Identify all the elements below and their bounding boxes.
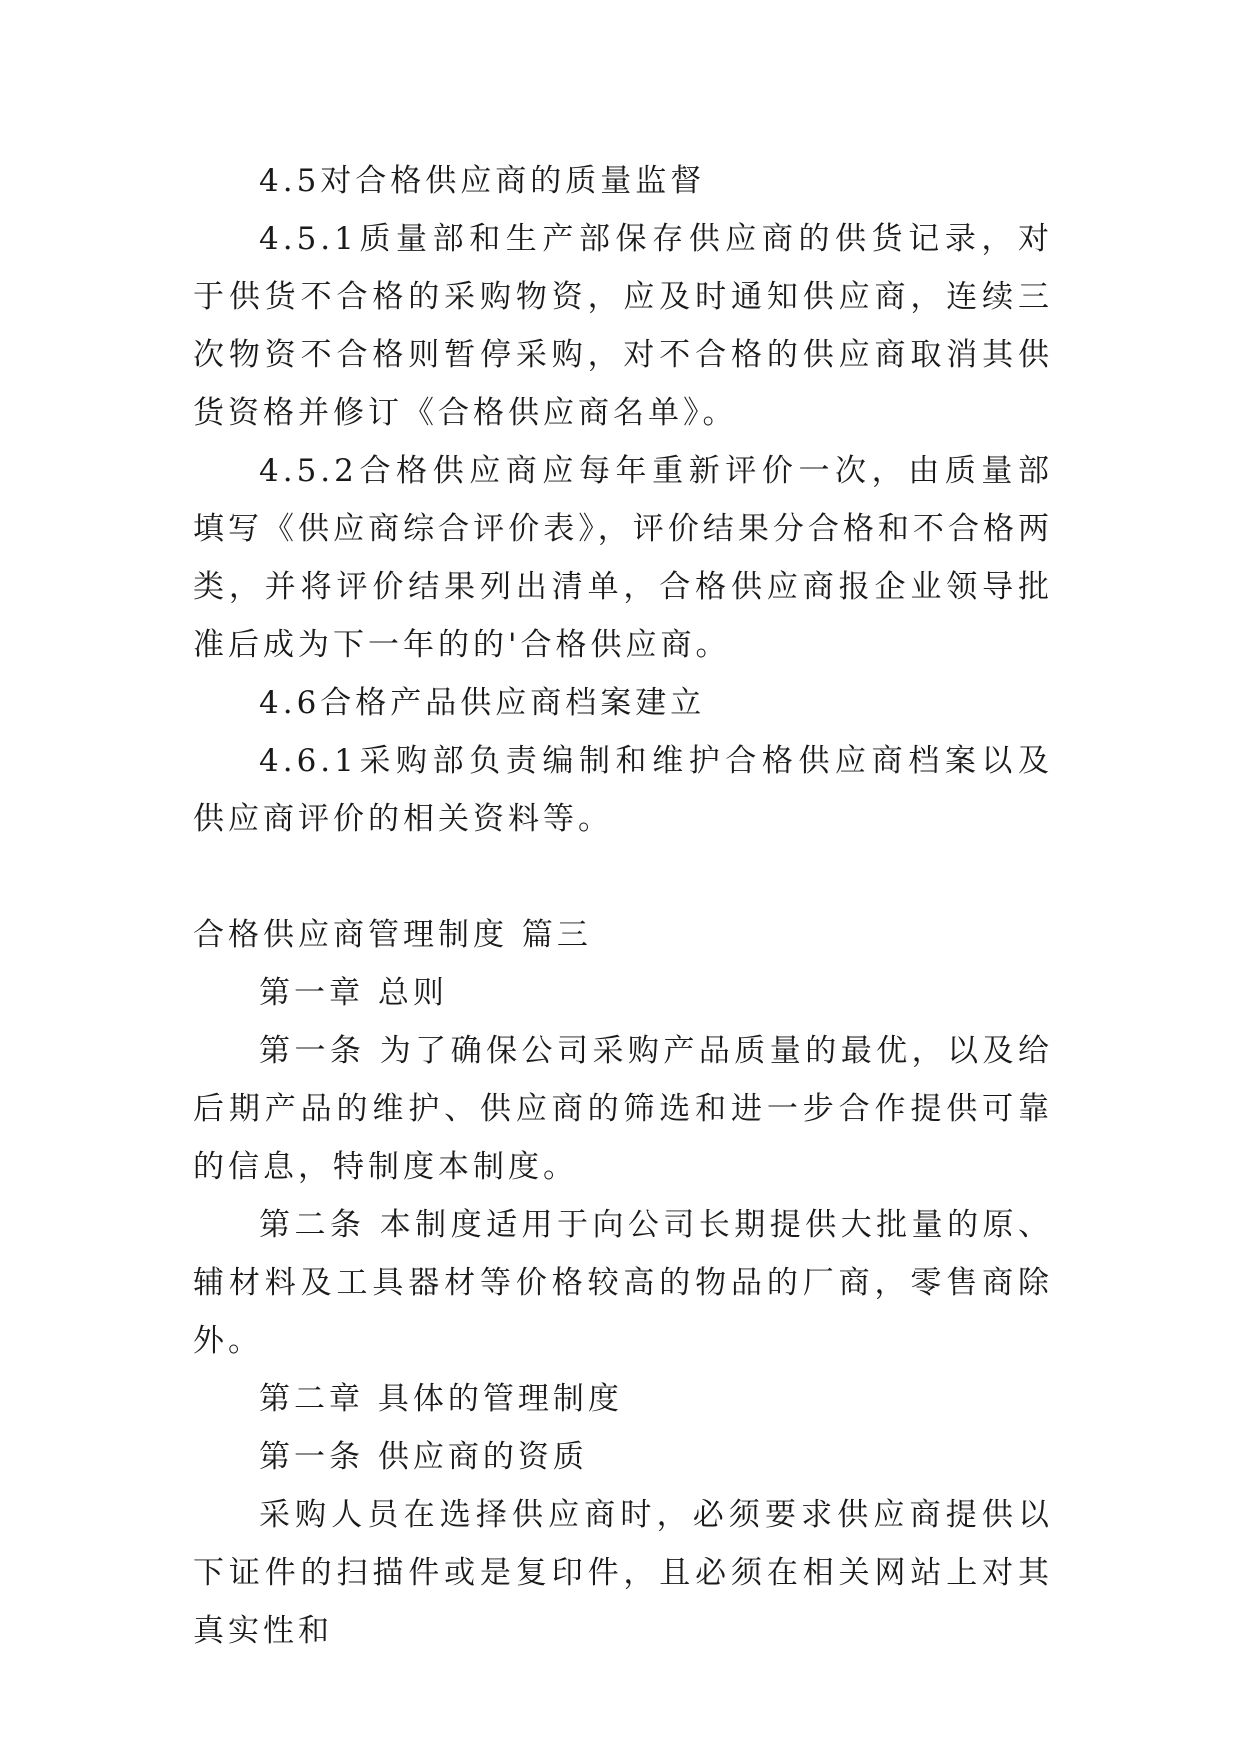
section-title: 合格供应商管理制度 篇三 bbox=[193, 917, 592, 953]
paragraph-4-5-2: 4.5.2合格供应商应每年重新评价一次，由质量部填写《供应商综合评价表》，评价结果分合格和不合格两类，并将评价结果列出清单，合格供应商报企业领导批准后成为下一年的的'合格供应商。 bbox=[193, 453, 1053, 663]
paragraph-4-5-1: 4.5.1质量部和生产部保存供应商的供货记录，对于供货不合格的采购物资，应及时通知供应商，连续三次物资不合格则暂停采购，对不合格的供应商取消其供货资格并修订《合格供应商名单》。 bbox=[193, 221, 1053, 431]
article-1-heading: 第一条 供应商的资质 bbox=[259, 1439, 588, 1475]
article-1-body: 采购人员在选择供应商时，必须要求供应商提供以下证件的扫描件或是复印件，且必须在相关网站上对其真实性和 bbox=[193, 1497, 1053, 1649]
document-body bbox=[193, 152, 1053, 1660]
article-2-paragraph: 第二条 本制度适用于向公司长期提供大批量的原、辅材料及工具器材等价格较高的物品的厂商，零售商除外。 bbox=[193, 1207, 1053, 1359]
paragraph-4-6-1: 4.6.1采购部负责编制和维护合格供应商档案以及供应商评价的相关资料等。 bbox=[193, 743, 1053, 837]
chapter-2-title: 第二章 具体的管理制度 bbox=[259, 1381, 623, 1417]
section-spacer bbox=[193, 848, 1053, 906]
article-1-paragraph: 第一条 为了确保公司采购产品质量的最优，以及给后期产品的维护、供应商的筛选和进一步合作提供可靠的信息，特制度本制度。 bbox=[193, 1033, 1053, 1185]
heading-4-6: 4.6合格产品供应商档案建立 bbox=[259, 685, 706, 721]
heading-4-5: 4.5对合格供应商的质量监督 bbox=[259, 163, 706, 199]
chapter-1-title: 第一章 总则 bbox=[259, 975, 448, 1011]
